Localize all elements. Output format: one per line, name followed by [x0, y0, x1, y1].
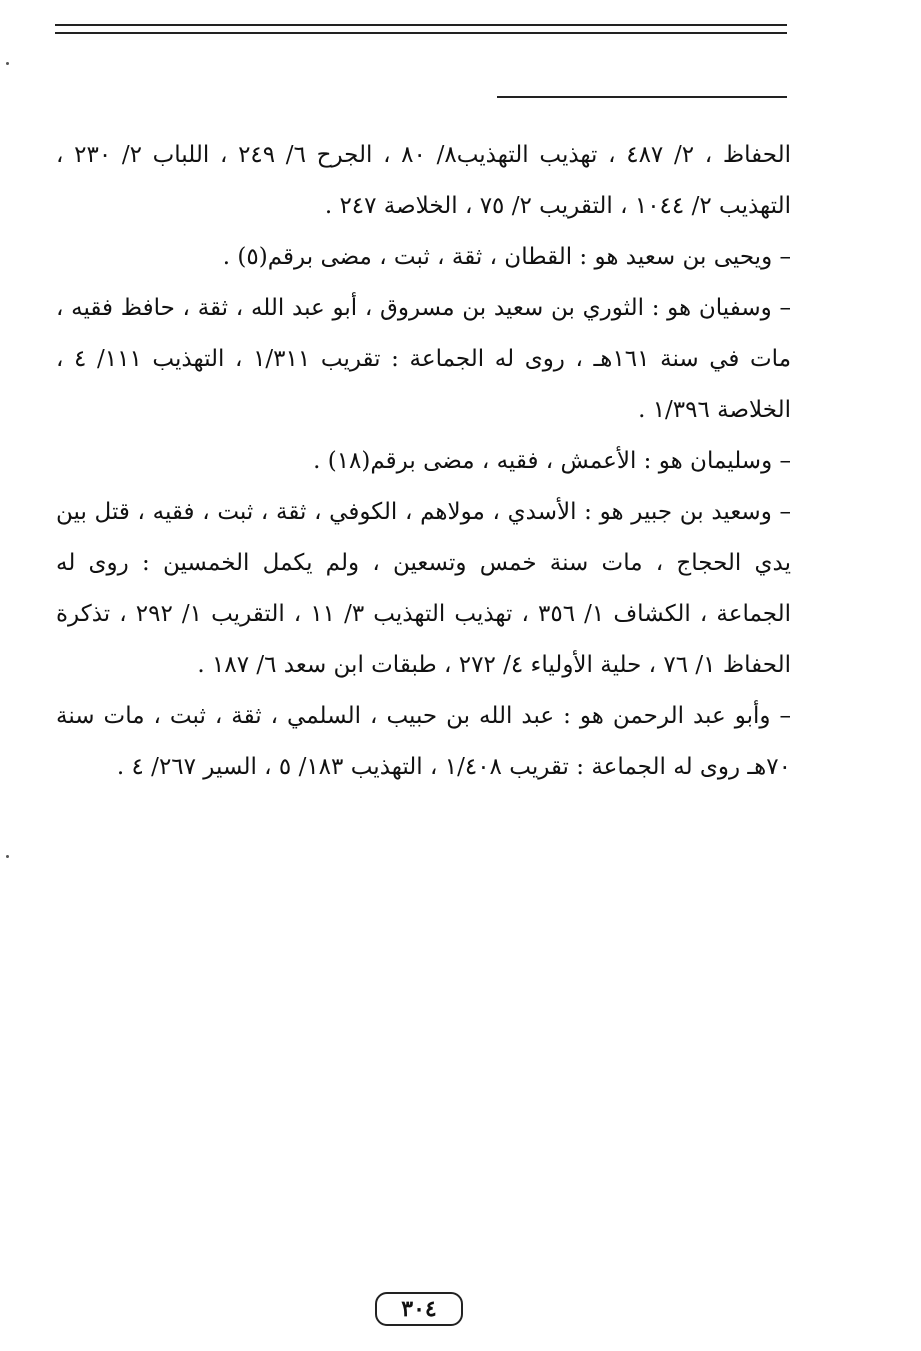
scan-speck [6, 62, 9, 65]
scan-speck [6, 855, 9, 858]
header-rule-upper [55, 24, 787, 26]
footnote-ref-continuation: الحفاظ ، ٢/ ٤٨٧ ، تهذيب التهذيب٨/ ٨٠ ، الجرح ٦/ ٢٤٩ ، اللباب ٢/ ٢٣٠ ، التهذيب ٢/ ١٠٤٤ ، التقريب ٢/ ٧٥ ، الخلاصة ٢٤٧ . [56, 142, 792, 219]
footnote-abu-abd-al-rahman: – وأبو عبد الرحمن هو : عبد الله بن حبيب ، السلمي ، ثقة ، ثبت ، مات سنة ٧٠هـ روى له الجماعة : تقريب ١/٤٠٨ ، التهذيب ١٨٣/ ٥ ، السير ٢٦٧/ ٤ . [56, 703, 791, 780]
page-number: ٣٠٤ [375, 1292, 463, 1326]
footnote-said-ibn-jubayr: – وسعيد بن جبير هو : الأسدي ، مولاهم ، الكوفي ، ثقة ، ثبت ، فقيه ، قتل بين يدي الحجاج ، مات سنة خمس وتسعين ، ولم يكمل الخمسين : روى له الجماعة ، الكشاف ١/ ٣٥٦ ، تهذيب التهذيب ٣/ ١١ ، التقريب ١/ ٢٩٢ ، تذكرة الحفاظ ١/ ٧٦ ، حلية الأولياء ٤/ ٢٧٢ ، طبقات ابن سعد ٦/ ١٨٧ . [56, 499, 791, 678]
footnote-separator [497, 96, 787, 98]
footnotes-block [56, 130, 791, 793]
header-rule-lower [55, 32, 787, 34]
footnote-yahya-ibn-said: – ويحيى بن سعيد هو : القطان ، ثقة ، ثبت ، مضى برقم(٥) . [222, 244, 791, 270]
footnote-sulayman: – وسليمان هو : الأعمش ، فقيه ، مضى برقم(١٨) . [313, 448, 791, 474]
footnote-sufyan: – وسفيان هو : الثوري بن سعيد بن مسروق ، أبو عبد الله ، ثقة ، حافظ فقيه ، مات في سنة ١٦١هـ ، روى له الجماعة : تقريب ١/٣١١ ، التهذيب ١١١/ ٤ ، الخلاصة ١/٣٩٦ . [56, 295, 792, 423]
